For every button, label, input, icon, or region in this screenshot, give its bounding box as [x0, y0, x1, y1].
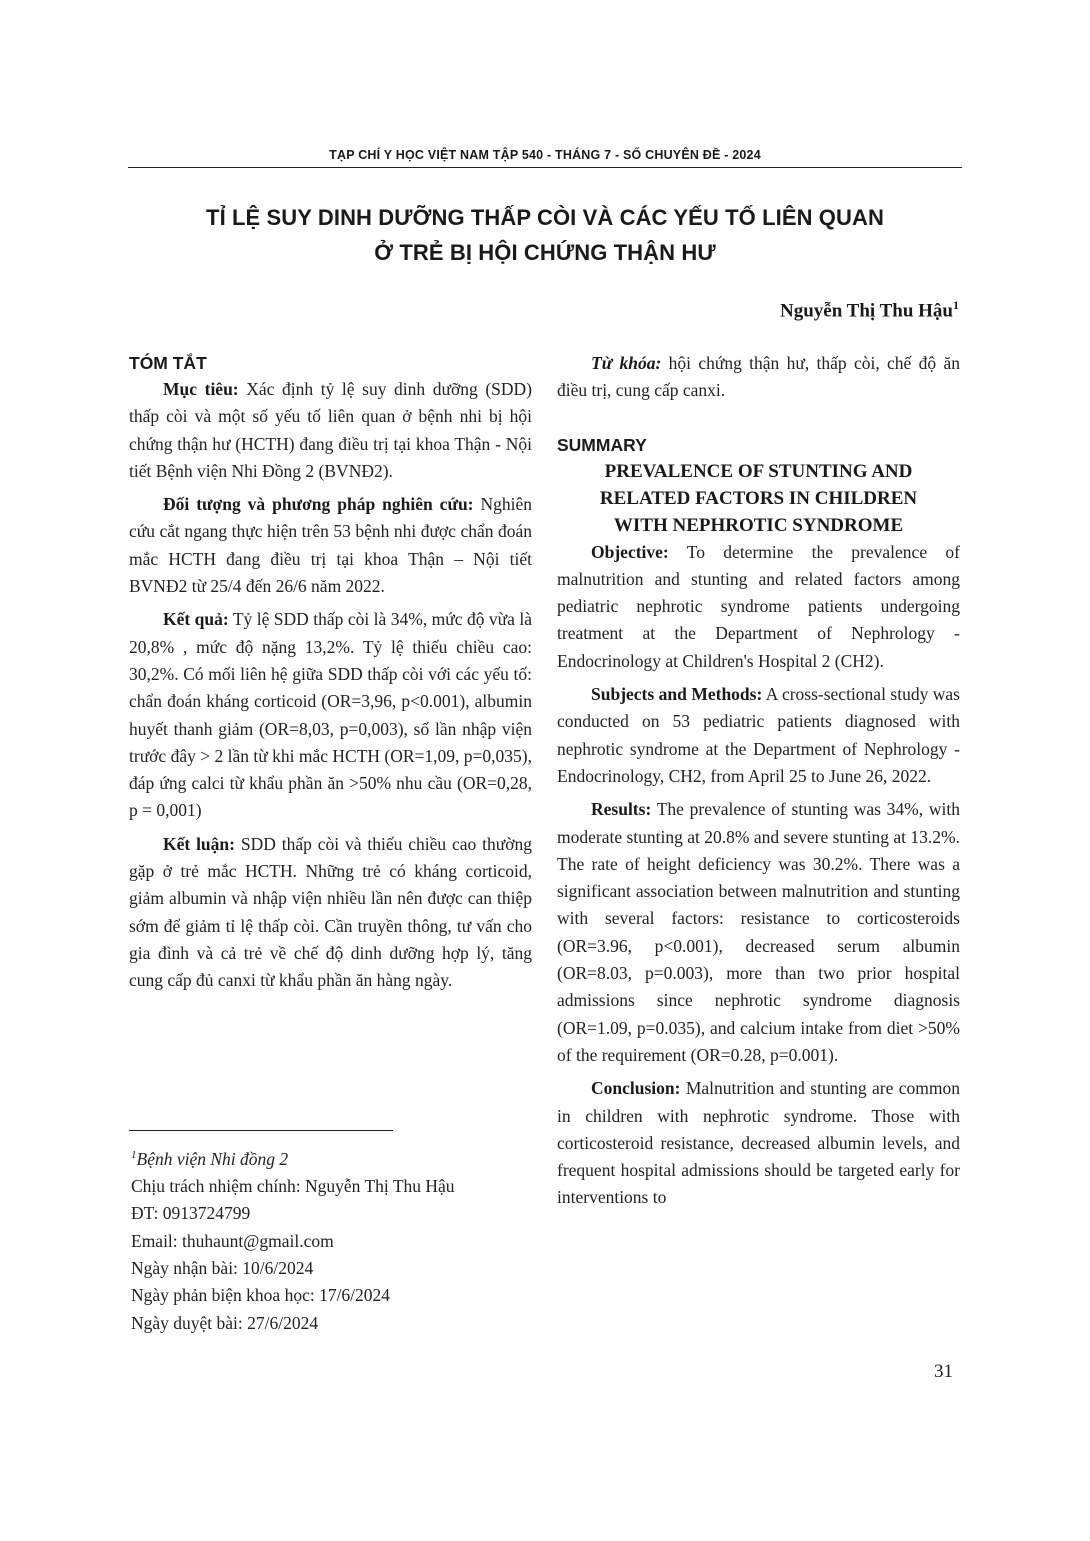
footnote-reviewed: Ngày phản biện khoa học: 17/6/2024 — [131, 1285, 391, 1306]
abstract-heading: TÓM TẮT — [129, 353, 207, 373]
summary-results-label: Results: — [591, 799, 652, 820]
summary-title — [557, 458, 960, 539]
author-name: Nguyễn Thị Thu Hậu — [779, 300, 953, 322]
conclusion-text: SDD thấp còi và thiếu chiều cao thường gặp ở trẻ mắc HCTH. Những trẻ có kháng corticoid, giảm albumin và nhập viện nhiều lần nên được can thiệp sớm để giảm tỉ lệ thấp còi. Cần truyền thông, tư vấn cho gia đình và cả trẻ về chế độ dinh dưỡng hợp lý, tăng cung cấp đủ canxi từ khẩu phần ăn hàng ngày. — [129, 833, 532, 991]
article-title — [128, 200, 962, 270]
abstract-conclusion — [129, 831, 532, 995]
summary-objective — [557, 539, 960, 675]
footnote-received: Ngày nhận bài: 10/6/2024 — [131, 1258, 314, 1279]
summary-objective-label: Objective: — [591, 541, 669, 562]
title-line-1: TỈ LỆ SUY DINH DƯỠNG THẤP CÒI VÀ CÁC YẾU TỐ LIÊN QUAN — [206, 205, 884, 230]
english-summary-column — [557, 350, 960, 1218]
page-number: 31 — [934, 1361, 953, 1382]
footnote-affiliation — [131, 1142, 455, 1173]
footnote-email: Email: thuhaunt@gmail.com — [131, 1230, 334, 1251]
abstract-methods — [129, 491, 532, 600]
abstract-objective — [129, 376, 532, 485]
summary-title-line-2: RELATED FACTORS IN CHILDREN — [599, 487, 918, 509]
results-label: Kết quả: — [163, 609, 229, 630]
objective-label: Mục tiêu: — [163, 379, 239, 399]
summary-methods-text: A cross-sectional study was conducted on 53 pediatric patients diagnosed with nephrotic syndrome at the Department of Nephrology - Endocrinology, CH2, from April 25 to June 26, 2022. — [557, 684, 960, 786]
footnote-rule — [129, 1130, 393, 1131]
author-affiliation-mark: 1 — [953, 298, 959, 312]
abstract-results — [129, 606, 532, 824]
footnote-accepted: Ngày duyệt bài: 27/6/2024 — [131, 1312, 319, 1333]
summary-results-text: The prevalence of stunting was 34%, with moderate stunting at 20.8% and severe stunting at 13.2%. The rate of height deficiency was 30.2%. There was a significant association between malnutrition and stunting with several factors: resistance to corticosteroids (OR=3.96, p<0.001), decreased serum albumin (OR=8.03, p=0.003), more than two prior hospital admissions since nephrotic syndrome diagnosis (OR=1.09, p=0.035), and calcium intake from diet >50% of the requirement (OR=0.28, p=0.001). — [557, 799, 960, 1065]
footnote-phone: ĐT: 0913724799 — [131, 1203, 251, 1224]
summary-conclusion-text: Malnutrition and stunting are common in children with nephrotic syndrome. Those with corticosteroid resistance, decreased albumin levels, and frequent hospital admissions should be targeted early for interventions to — [557, 1078, 960, 1208]
summary-methods-label: Subjects and Methods: — [591, 684, 763, 705]
summary-conclusion — [557, 1075, 960, 1211]
author — [780, 298, 959, 322]
methods-label: Đối tượng và phương pháp nghiên cứu: — [163, 494, 474, 515]
journal-running-header: TẠP CHÍ Y HỌC VIỆT NAM TẬP 540 - THÁNG 7 - SỐ CHUYÊN ĐỀ - 2024 — [329, 148, 761, 162]
methods-text: Nghiên cứu cắt ngang thực hiện trên 53 bệnh nhi được chẩn đoán mắc HCTH đang điều trị tại khoa Thận – Nội tiết BVNĐ2 từ 25/4 đến 26/6 năm 2022. — [129, 494, 532, 597]
objective-text: Xác định tỷ lệ suy dinh dưỡng (SDD) thấp còi và một số yếu tố liên quan ở bệnh nhi bị hội chứng thận hư (HCTH) đang điều trị tại khoa Thận - Nội tiết Bệnh viện Nhi Đồng 2 (BVNĐ2). — [129, 379, 532, 481]
vietnamese-abstract — [129, 350, 532, 1001]
summary-objective-text: To determine the prevalence of malnutrition and stunting and related factors among pediatric nephrotic syndrome patients undergoing treatment at the Department of Nephrology - Endocrinology at Children's Hospital 2 (CH2). — [557, 541, 960, 671]
footnote-affiliation-text: Bệnh viện Nhi đồng 2 — [136, 1148, 289, 1169]
footnote-corresponding: Chịu trách nhiệm chính: Nguyễn Thị Thu Hậu — [131, 1176, 455, 1197]
summary-title-line-1: PREVALENCE OF STUNTING AND — [604, 460, 913, 482]
summary-methods — [557, 681, 960, 790]
results-text: Tỷ lệ SDD thấp còi là 34%, mức độ vừa là 20,8% , mức độ nặng 13,2%. Tỷ lệ thiếu chiều cao: 30,2%. Có mối liên hệ giữa SDD thấp còi với các yếu tố: chẩn đoán kháng corticoid (OR=3,96, p<0.001), albumin huyết thanh giảm (OR=8,03, p=0,003), số lần nhập viện trước đây > 2 lần từ khi mắc HCTH (OR=1,09, p=0,035), đáp ứng calci từ khẩu phần ăn >50% nhu cầu (OR=0,28, p = 0,001) — [129, 609, 532, 821]
footnotes — [131, 1142, 455, 1337]
header-rule — [128, 167, 962, 168]
footnote-affiliation-mark: 1 — [131, 1149, 137, 1161]
keywords-text: hội chứng thận hư, thấp còi, chế độ ăn điều trị, cung cấp canxi. — [557, 353, 960, 401]
summary-title-line-3: WITH NEPHROTIC SYNDROME — [613, 514, 904, 536]
summary-heading: SUMMARY — [557, 434, 647, 455]
keywords — [557, 350, 960, 405]
summary-results — [557, 796, 960, 1069]
conclusion-label: Kết luận: — [163, 833, 235, 854]
title-line-2: Ở TRẺ BỊ HỘI CHỨNG THẬN HƯ — [374, 240, 716, 265]
keywords-label: Từ khóa: — [591, 353, 662, 373]
summary-conclusion-label: Conclusion: — [591, 1078, 681, 1099]
